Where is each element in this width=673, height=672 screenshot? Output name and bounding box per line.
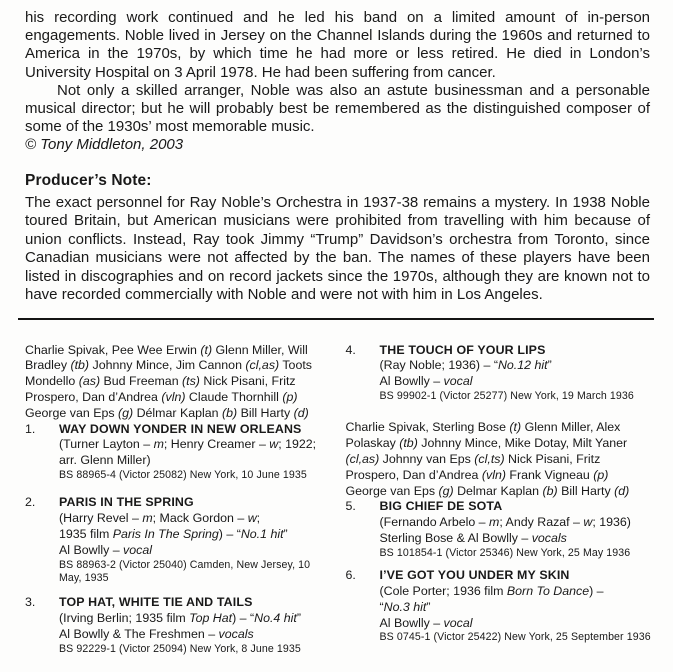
track-number: 5. [345,499,356,514]
track-matrix-line: BS 92229-1 (Victor 25094) New York, 8 June 1935 [59,642,301,655]
personnel-line: Polaskay (tb) Johnny Mince, Mike Dotay, Milt Yaner [345,436,628,451]
track-number: 1. [25,421,36,436]
track-credit-line: (Turner Layton – m; Henry Creamer – w; 1922; [59,437,317,452]
track-matrix-line: BS 101854-1 (Victor 25346) New York, 25 May 1936 [379,546,631,559]
track-credit-line: (Harry Revel – m; Mack Gordon – w; [59,511,261,526]
track-credit-line: (Ray Noble; 1936) – “No.12 hit” [379,358,552,373]
track-credit-line: (Fernando Arbelo – m; Andy Razaf – w; 1936) [379,515,631,530]
personnel-line: Mondello (as) Bud Freeman (ts) Nick Pisani, Fritz [25,374,296,389]
track-details [380,515,651,560]
track-item-6 [346,568,651,645]
track-credit-line: Al Bowlly & The Freshmen – vocals [59,627,254,641]
track-title: PARIS IN THE SPRING [59,495,194,510]
track-details [59,611,330,656]
personnel-line: Bradley (tb) Johnny Mince, Jim Cannon (cl,as) Toots [25,358,312,373]
track-item-4 [346,343,651,404]
track-heading [25,495,330,511]
track-credit-line: (Cole Porter; 1936 film Born To Dance) – [379,584,604,598]
personnel-line: Prospero, Dan d’Andrea (vln) Claude Thornhill (p) [25,390,298,405]
personnel-line: Prospero, Dan d’Andrea (vln) Frank Vigneau (p) [345,467,609,482]
producers-note-heading: Producer’s Note: [25,171,152,189]
track-details [59,511,330,585]
track-credit-line: Al Bowlly – vocal [379,615,473,630]
track-item-1 [25,422,330,483]
track-credit-line: arr. Glenn Miller) [59,453,151,468]
track-number: 6. [345,568,356,583]
track-heading [346,568,651,584]
author-credit: © Tony Middleton, 2003 [25,136,184,154]
tracklist-section [25,343,650,657]
track-credit-line: 1935 film Paris In The Spring) – “No.1 hit” [59,527,288,541]
track-credit-line: Sterling Bose & Al Bowlly – vocals [379,531,567,545]
track-heading [25,595,330,611]
track-matrix-line: BS 0745-1 (Victor 25422) New York, 25 September 1936 [379,631,651,644]
track-matrix-line: BS 88965-4 (Victor 25082) New York, 10 June 1935 [59,469,307,481]
personnel-line: George van Eps (g) Délmar Kaplan (b) Bill Harty (d) [25,405,309,420]
personnel-line: (cl,as) Johnny van Eps (cl,ts) Nick Pisani, Fritz [345,452,601,467]
track-item-2 [25,495,330,585]
track-matrix-line: BS 99902-1 (Victor 25277) New York, 19 March 1936 [379,390,634,403]
track-number: 3. [25,595,36,610]
section-divider [18,318,654,320]
track-title: THE TOUCH OF YOUR LIPS [379,342,546,357]
track-title: I’VE GOT YOU UNDER MY SKIN [379,568,570,583]
track-details [380,584,651,645]
track-title: WAY DOWN YONDER IN NEW ORLEANS [59,421,302,436]
track-credit-line: Al Bowlly – vocal [59,542,152,557]
producers-note-section [25,171,650,305]
track-details [59,437,330,482]
tracklist-left-column [25,343,330,657]
biography-section [25,9,650,155]
track-credit-line: (Irving Berlin; 1935 film Top Hat) – “No.4 hit” [59,611,301,626]
track-matrix-line: May, 1935 [59,572,109,584]
producers-note-body: The exact personnel for Ray Noble’s Orchestra in 1937-38 remains a mystery. In 1938 Noble toured Britain, but American musicians were prohibited from travelling with him because of union conflicts. Instead, Ray took Jimmy “Trump” Davidson’s orchestra from Toronto, since Canadian musicians were not affected by the ban. The names of these players have been listed in discographies and on record jackets since the 1970s, although they are known not to have recorded commercially with Noble and were not with him in Los Angeles. [25,193,650,304]
personnel-block-2 [346,420,651,499]
track-title: BIG CHIEF DE SOTA [379,499,503,514]
track-heading [346,343,651,359]
personnel-line: Charlie Spivak, Pee Wee Erwin (t) Glenn Miller, Will [25,342,308,357]
personnel-line: Charlie Spivak, Sterling Bose (t) Glenn Miller, Alex [345,420,621,435]
track-matrix-line: BS 88963-2 (Victor 25040) Camden, New Jersey, 10 [59,558,311,571]
track-number: 2. [25,495,36,510]
track-credit-line: “No.3 hit” [379,599,431,614]
bio-paragraph-2: Not only a skilled arranger, Noble was also an astute businessman and a personable musical director; but he will probably best be remembered as the distinguished composer of some of the 1930s’ most memorable music. [25,81,650,136]
track-credit-line: Al Bowlly – vocal [379,374,473,389]
track-item-3 [25,595,330,656]
track-item-5 [346,499,651,560]
track-heading [346,499,651,515]
personnel-block-1 [25,343,330,422]
track-heading [25,422,330,438]
personnel-line: George van Eps (g) Delmar Kaplan (b) Bill Harty (d) [345,483,630,498]
track-number: 4. [345,342,356,357]
track-details [380,358,651,403]
track-title: TOP HAT, WHITE TIE AND TAILS [59,595,253,610]
tracklist-right-column [346,343,651,657]
bio-paragraph-1: his recording work continued and he led his band on a limited amount of in-person engagements. Noble lived in Jersey on the Channel Islands during the 1960s and returned to America in the 1970s, by which time he had more or less retired. He died in London’s University Hospital on 3 April 1978. He had been suffering from cancer. [25,9,650,81]
